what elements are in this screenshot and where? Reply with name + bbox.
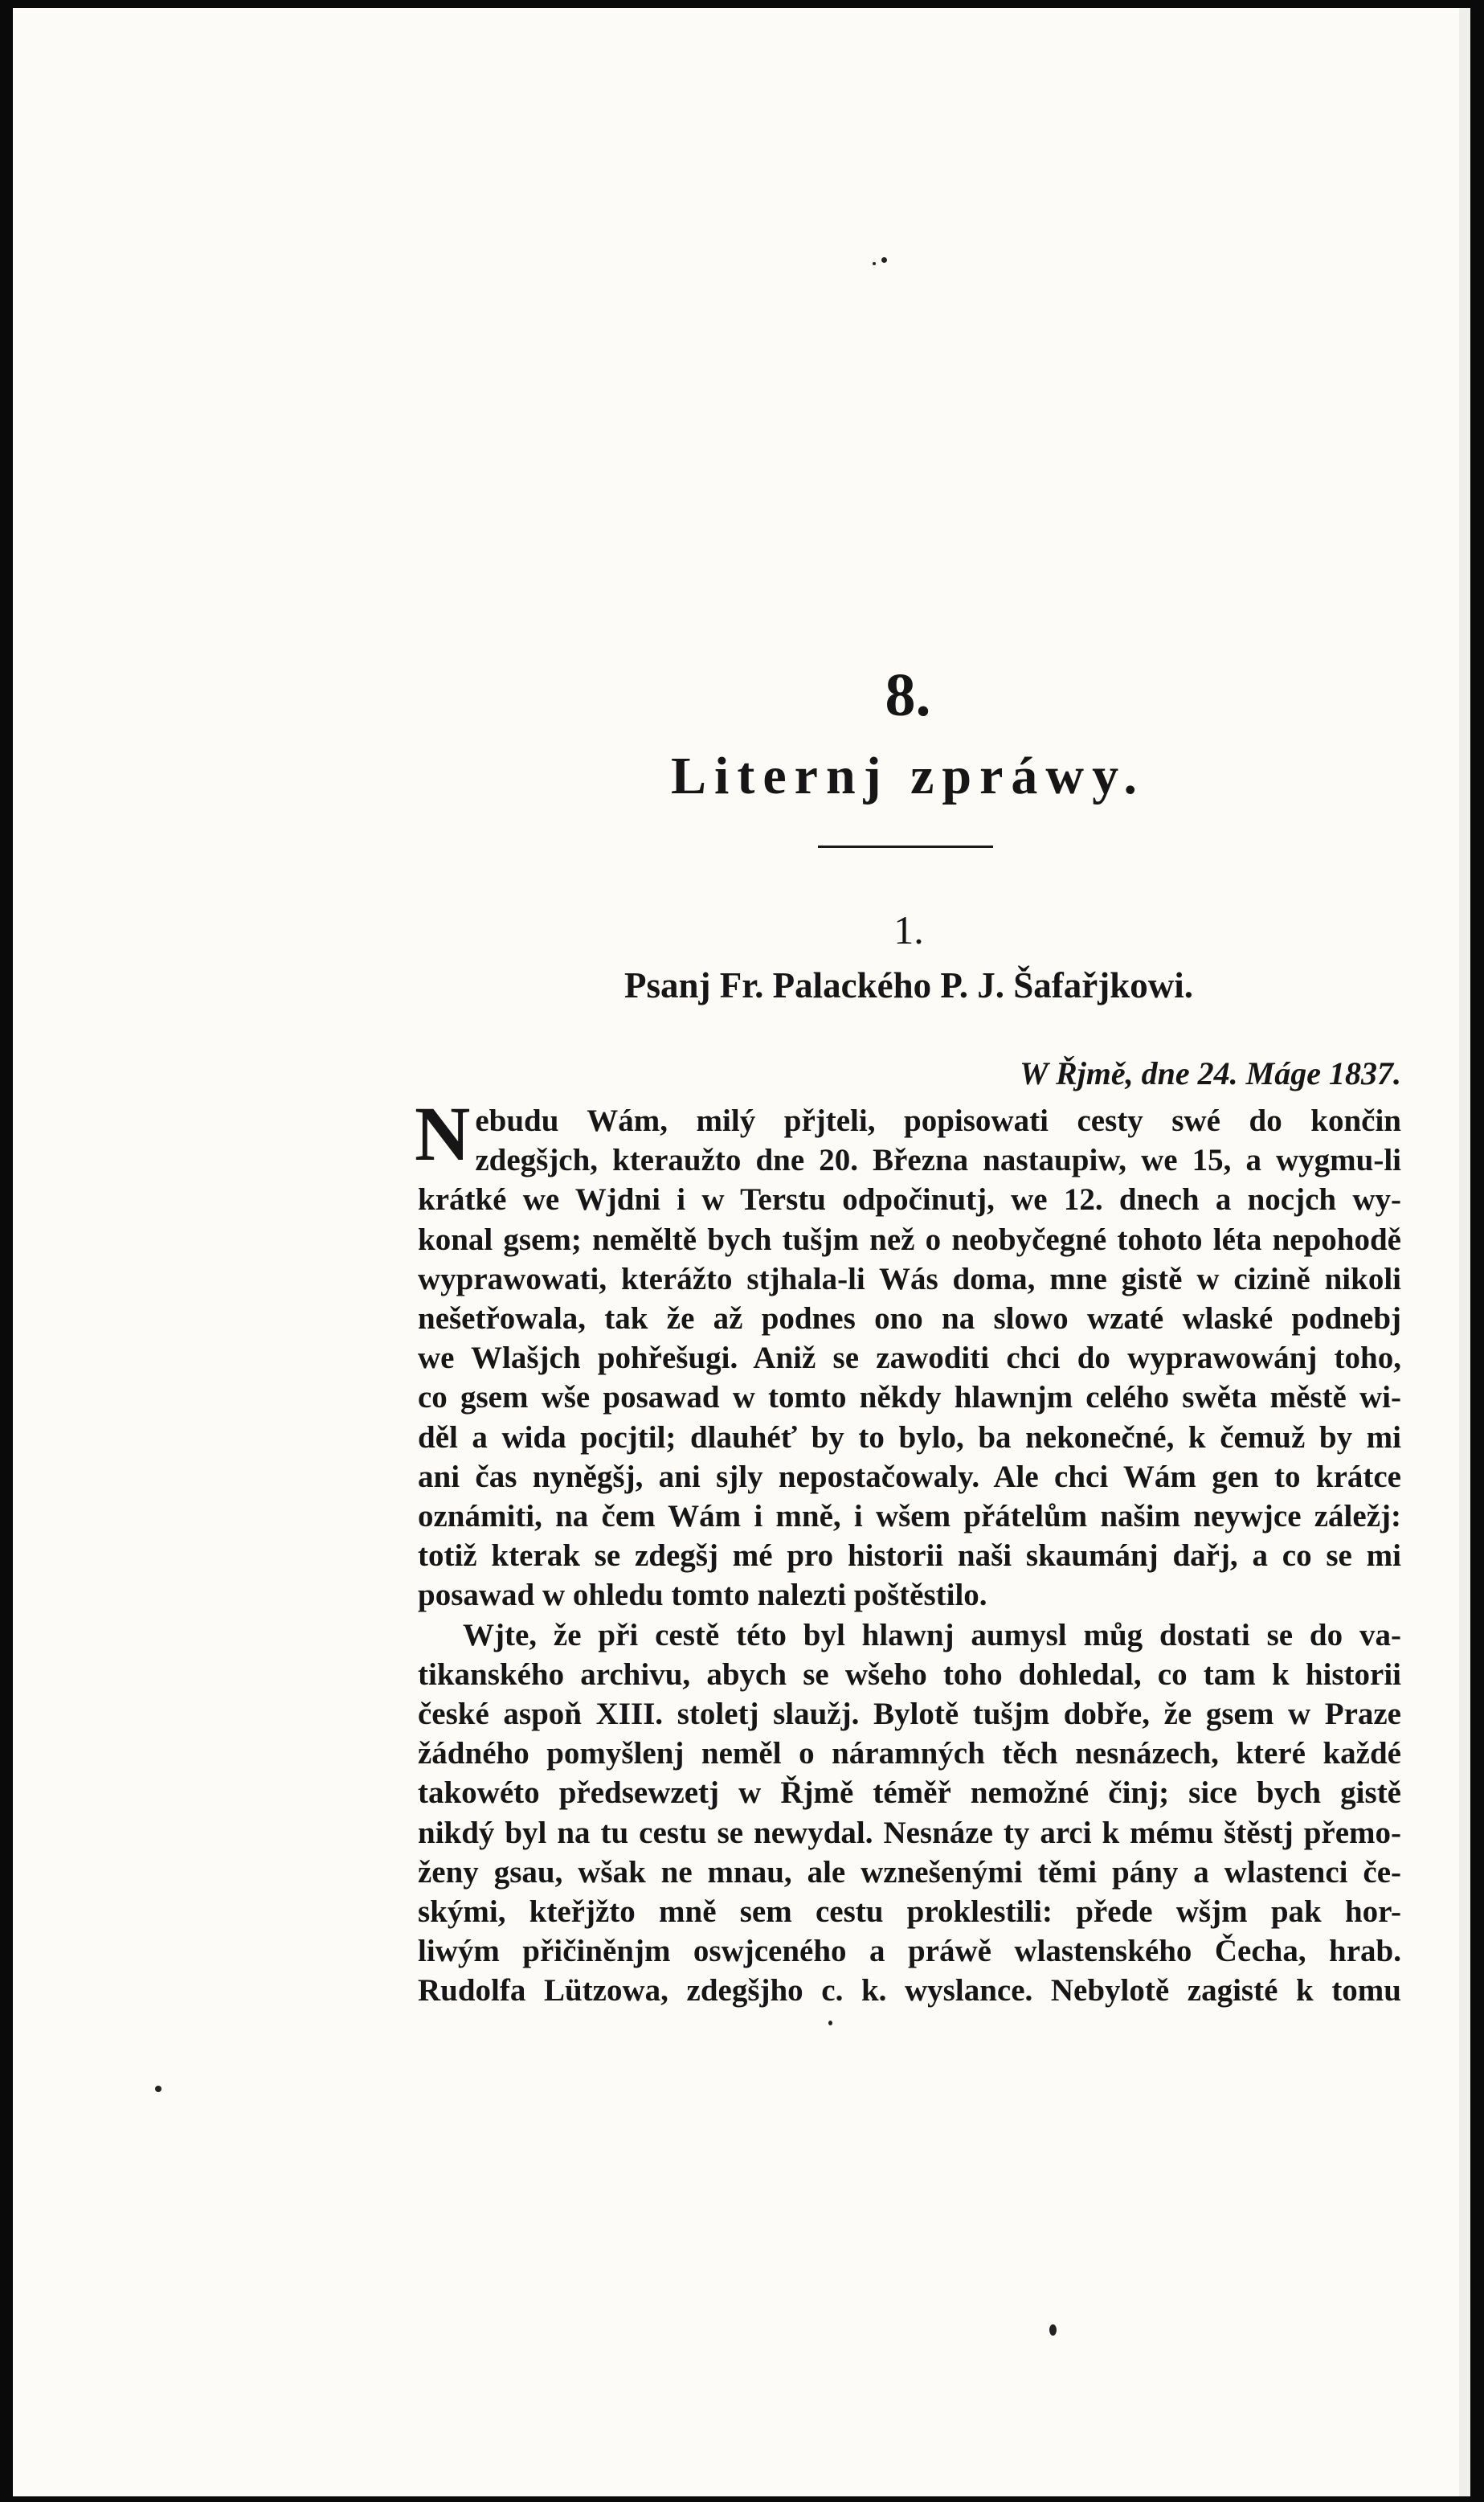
- text-line: české aspoň XIII. stoletj slaužj. Bylotě tušjm dobře, že gsem w Praze: [418, 1697, 1401, 1732]
- text-line: děl a wida pocjtil; dlauhéť by to bylo, ba nekonečné, k čemuž by mi: [418, 1419, 1401, 1455]
- text-line: posawad w ohledu tomto nalezti poštěstilo.: [418, 1578, 987, 1613]
- text-line: ani čas nyněgšj, ani sjly nepostačowaly. Ale chci Wám gen to krátce: [418, 1459, 1401, 1494]
- text-line: oznámiti, na čem Wám i mně, i wšem přátelům našim neywjce záležj:: [418, 1499, 1401, 1534]
- text-line: Wjte, že při cestě této byl hlawnj aumysl můg dostati se do va-: [463, 1617, 1401, 1652]
- text-line: co gsem wše posawad w tomto někdy hlawnjm celého swěta městě wi-: [418, 1380, 1401, 1415]
- text-line: ženy gsau, wšak ne mnau, ale wznešenými těmi pány a wlastenci če-: [418, 1854, 1401, 1890]
- text-line: krátké we Wjdni i w Terstu odpočinutj, we 12. dnech a nocjch wy-: [418, 1182, 1401, 1218]
- text-line: totiž kterak se zdegšj mé pro historii naši skaumánj dařj, a co se mi: [418, 1538, 1401, 1574]
- paper-speck: [873, 262, 876, 265]
- letter-number: 1.: [893, 907, 924, 952]
- text-line: skými, kteřjžto mně sem cestu proklestili: přede wšjm pak hor-: [418, 1894, 1401, 1930]
- paper-speck: [155, 2086, 161, 2092]
- section-title: Liternj zpráwy.: [671, 747, 1145, 805]
- text-line: žádného pomyšlenj neměl o náramných těch nesnázech, které každé: [418, 1736, 1401, 1771]
- text-line: nešetřowala, tak že až podnes ono na slowo wzaté wlaské podnebj: [418, 1301, 1401, 1337]
- letter-dateline: W Řjmě, dne 24. Máge 1837.: [1020, 1055, 1401, 1091]
- title-divider: [818, 846, 993, 848]
- text-line: wyprawowati, kterážto stjhala-li Wás doma, mne gistě w cizině nikoli: [418, 1261, 1401, 1296]
- paper-speck: [828, 2021, 832, 2025]
- text-line: ebudu Wám, milý přjteli, popisowati cesty swé do končin: [475, 1104, 1401, 1138]
- text-line: tikanského archivu, abych se wšeho toho dohledal, co tam k historii: [418, 1656, 1401, 1692]
- page-edge-strip: [1459, 8, 1470, 2496]
- text-line: nikdý byl na tu cestu se newydal. Nesnáze ty arci k mému štěstj přemo-: [418, 1815, 1401, 1850]
- text-line: we Wlašjch pohřešugi. Aniž se zawoditi chci do wyprawowánj toho,: [418, 1341, 1401, 1376]
- text-line: zdegšjch, kteraužto dne 20. Března nastaupiw, we 15, a wygmu-li: [475, 1143, 1401, 1178]
- paper-speck: [881, 257, 887, 263]
- text-line: konal gsem; neměltě bych tušjm než o neobyčegné tohoto léta nepohodě: [418, 1222, 1401, 1257]
- letter-body: [415, 1091, 1401, 2011]
- letter-heading: Psanj Fr. Palackého P. J. Šafařjkowi.: [624, 965, 1193, 1005]
- text-line: takowéto předsewzetj w Řjmě téměř nemožné činj; sice bych gistě: [418, 1775, 1401, 1811]
- text-line: Rudolfa Lützowa, zdegšjho c. k. wyslance. Nebylotě zagisté k tomu: [418, 1973, 1401, 2009]
- drop-cap: N: [415, 1091, 471, 1177]
- section-number: 8.: [885, 661, 931, 729]
- paper-speck: [1049, 2324, 1057, 2336]
- text-line: liwým přičiněnjm oswjceného a práwě wlastenského Čecha, hrab.: [418, 1934, 1401, 1969]
